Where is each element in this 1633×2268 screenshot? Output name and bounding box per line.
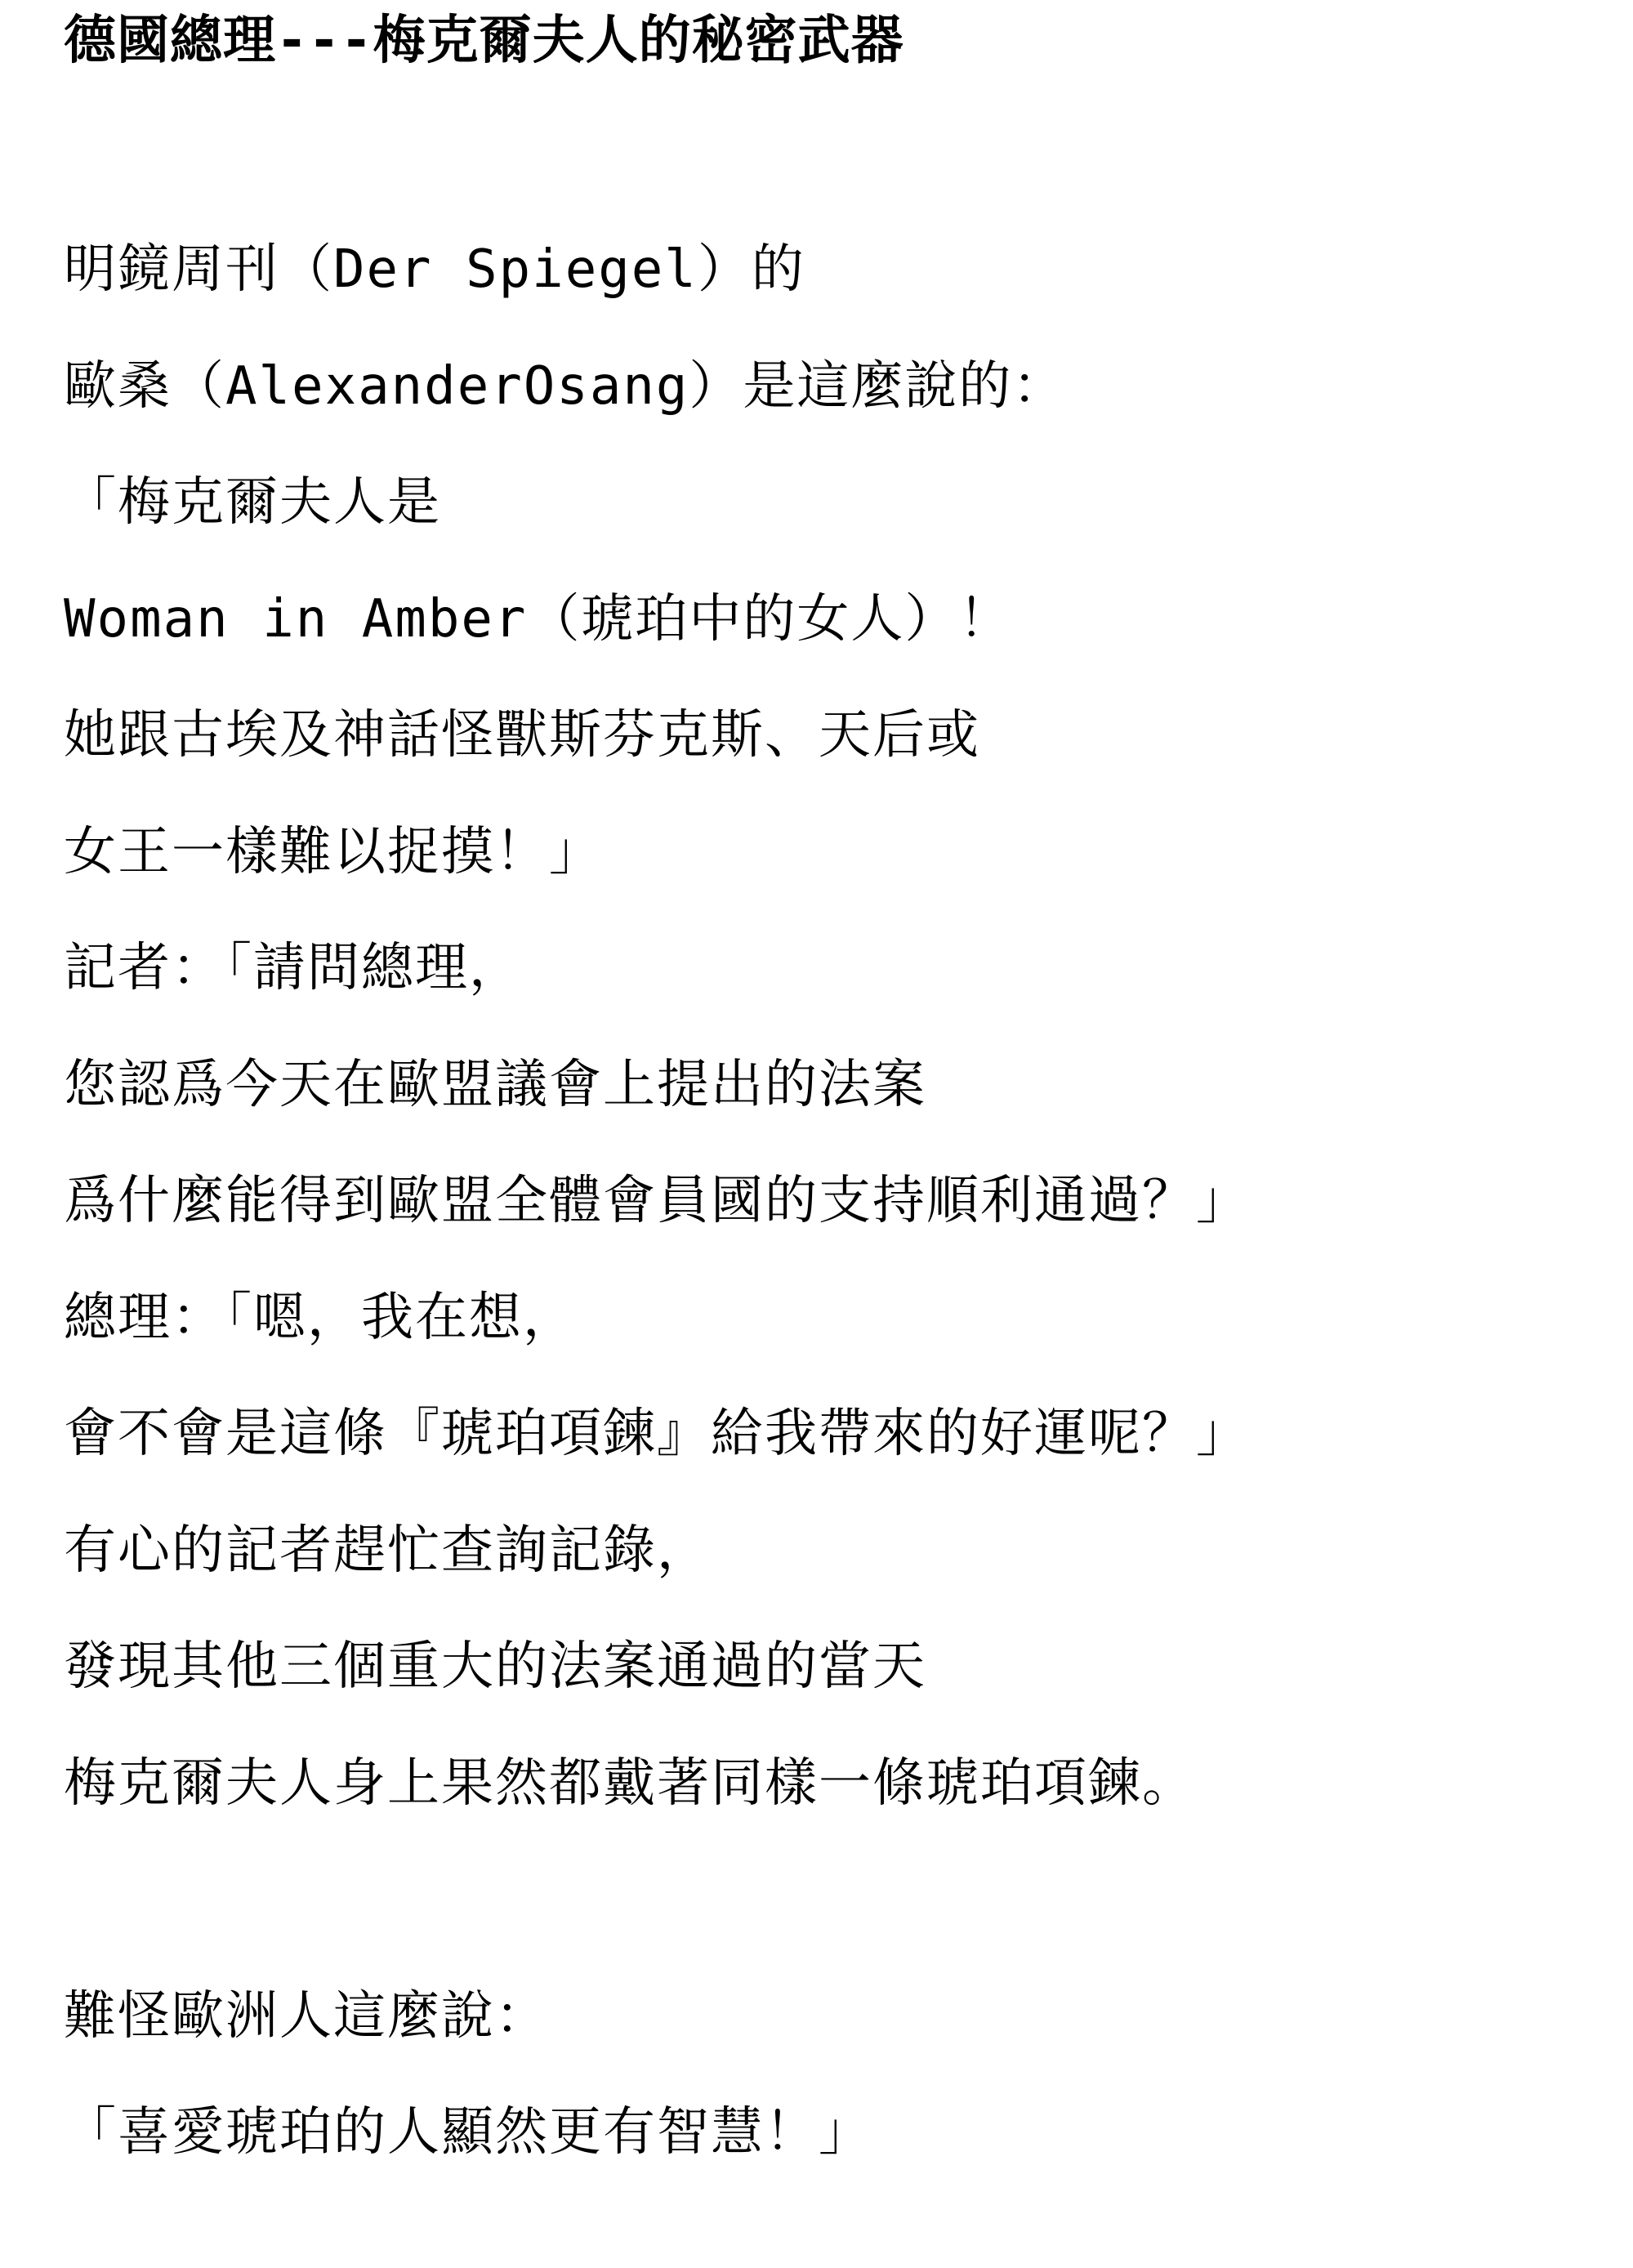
body-line: 您認爲今天在歐盟議會上提出的法案	[64, 1055, 926, 1115]
body-line: 歐桑（AlexanderOsang）是這麼說的：	[64, 356, 1067, 417]
body-line: 有心的記者趕忙查詢記錄，	[64, 1520, 711, 1581]
document-title: 德國總理---梅克爾夫人的秘密武器	[64, 11, 904, 71]
body-line: 總理：「嗯，我在想，	[64, 1288, 577, 1348]
body-line: 明鏡周刊（Der Spiegel）的	[64, 239, 805, 300]
body-line: 會不會是這條『琥珀項鍊』給我帶來的好運呢？」	[64, 1404, 1250, 1464]
body-line: 「梅克爾夫人是	[64, 472, 441, 533]
body-line: 難怪歐洲人這麼說：	[64, 1986, 549, 2047]
body-line: 女王一樣難以捉摸！」	[64, 822, 603, 882]
body-line: 梅克爾夫人身上果然都戴著同樣一條琥珀項鍊。	[64, 1753, 1196, 1814]
body-line: 記者：「請問總理，	[64, 938, 523, 998]
body-line: 「喜愛琥珀的人顯然更有智慧！」	[64, 2102, 872, 2163]
body-line: 發現其他三個重大的法案通過的當天	[64, 1636, 926, 1697]
body-line: Woman in Amber（琥珀中的女人）！	[64, 589, 1013, 650]
body-line: 爲什麼能得到歐盟全體會員國的支持順利通過？」	[64, 1171, 1250, 1231]
body-line: 她跟古埃及神話怪獸斯芬克斯、天后或	[64, 705, 980, 766]
